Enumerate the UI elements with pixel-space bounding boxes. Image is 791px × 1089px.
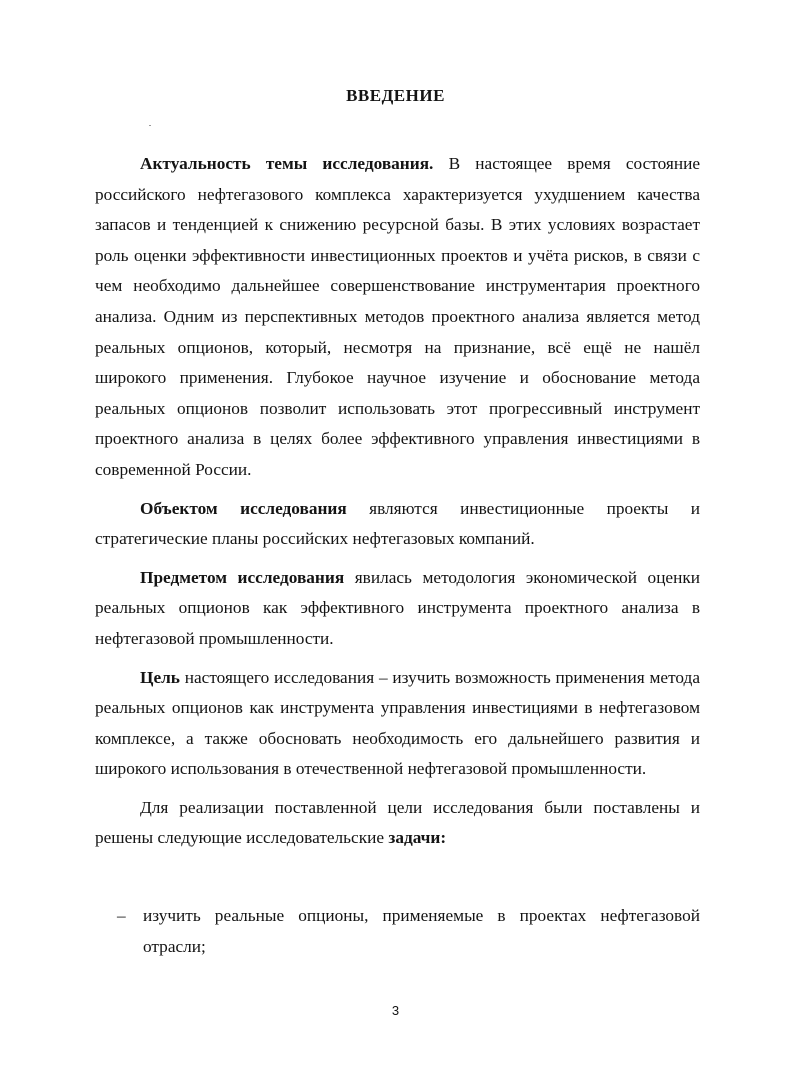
paragraph-lead: Актуальность темы исследования. bbox=[140, 154, 434, 173]
paragraph-text: В настоящее время состояние российского нефтегазового комплекса характеризуется ухудшением качества запасов и тенденцией к снижению ресурсной базы. В этих условиях возрастает роль оценки эффективности инвестиционных проектов и учёта рисков, в связи с чем необходимо дальнейшее совершенствование инструментария проектного анализа. Одним из перспективных методов проектного анализа является метод реальных опционов, который, несмотря на признание, всё ещё не нашёл широкого применения. Глубокое научное изучение и обоснование метода реальных опционов позволит использовать этот прогрессивный инструмент проектного анализа в целях более эффективного управления инвестициями в современной России. bbox=[95, 154, 700, 479]
paragraph-text: Для реализации поставленной цели исследования были поставлены и решены следующие исследовательские bbox=[95, 797, 700, 848]
paragraph-bold-word: задачи: bbox=[388, 828, 447, 848]
paragraph-subject bbox=[95, 563, 700, 655]
paragraph-object bbox=[95, 494, 700, 555]
paragraph-lead: Объектом исследования bbox=[140, 498, 347, 518]
list-item-text: изучить реальные опционы, применяемые в проектах нефтегазовой отрасли; bbox=[143, 906, 700, 956]
body-text bbox=[95, 149, 700, 854]
dash-marker: – bbox=[117, 906, 126, 925]
list-item bbox=[95, 901, 700, 962]
paragraph-lead: Цель bbox=[140, 667, 180, 687]
paragraph-tasks bbox=[95, 793, 700, 854]
task-list bbox=[95, 901, 700, 962]
paragraph-goal bbox=[95, 663, 700, 785]
paragraph-text: являются инвестиционные проекты и стратегические планы российских нефтегазовых компаний. bbox=[95, 498, 700, 549]
paragraph-text: настоящего исследования – изучить возможность применения метода реальных опционов как инструмента управления инвестициями в нефтегазовом комплексе, а также обосновать необходимость его дальнейшего развития и широкого использования в отечественной нефтегазовой промышленности. bbox=[95, 667, 700, 779]
paragraph-text: явилась методология экономической оценки реальных опционов как эффективного инструмента проектного анализа в нефтегазовой промышленности. bbox=[95, 567, 700, 648]
page-title: ВВЕДЕНИЕ bbox=[346, 86, 445, 105]
paragraph-relevance bbox=[95, 149, 700, 486]
paragraph-lead: Предметом исследования bbox=[140, 567, 345, 587]
page-number: 3 bbox=[391, 1003, 400, 1018]
scan-speck bbox=[149, 125, 151, 126]
